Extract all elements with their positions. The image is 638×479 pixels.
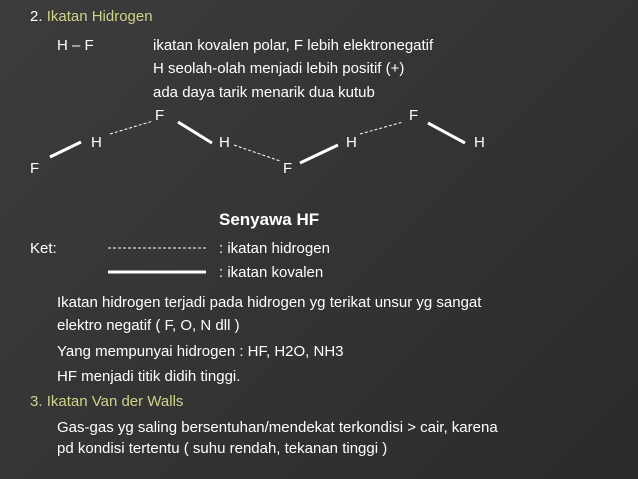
covalent-bond [50, 142, 81, 157]
section-3-text: pd kondisi tertentu ( suhu rendah, tekanan tinggi ) [57, 440, 388, 457]
atom-h: H [474, 134, 485, 151]
hydrogen-bond [360, 122, 403, 134]
note-line: elektro negatif ( F, O, N dll ) [57, 317, 240, 334]
covalent-bond [428, 123, 465, 143]
section-3-number: 3. [30, 393, 43, 410]
section-3-title: Ikatan Van der Walls [46, 393, 184, 410]
diagram-title: Senyawa HF [219, 210, 320, 229]
hydrogen-bond [110, 121, 153, 134]
atom-h: H [91, 134, 102, 151]
section-2-title: Ikatan Hidrogen [46, 8, 153, 25]
atom-f: F [409, 107, 419, 124]
hf-desc-3: ada daya tarik menarik dua kutub [153, 84, 375, 101]
hf-desc-1: ikatan kovalen polar, F lebih elektronegatif [153, 37, 434, 54]
hydrogen-bond [234, 145, 280, 161]
legend-covalent-text: : ikatan kovalen [219, 264, 324, 281]
atom-f: F [155, 107, 165, 124]
section-2-number: 2. [30, 8, 43, 25]
atom-h: H [219, 134, 230, 151]
legend-hydrogen-text: : ikatan hidrogen [219, 240, 330, 257]
atom-f: F [283, 160, 293, 177]
note-line: Yang mempunyai hidrogen : HF, H2O, NH3 [57, 343, 344, 360]
atom-f: F [30, 160, 40, 177]
section-3-text: Gas-gas yg saling bersentuhan/mendekat terkondisi > cair, karena [57, 419, 498, 436]
note-line: Ikatan hidrogen terjadi pada hidrogen yg terikat unsur yg sangat [57, 294, 482, 311]
note-line: HF menjadi titik didih tinggi. [57, 368, 241, 385]
hf-label: H – F [57, 37, 94, 54]
section-3-heading [30, 393, 183, 411]
covalent-bond [178, 122, 212, 143]
atom-h: H [346, 134, 357, 151]
covalent-bond [300, 145, 338, 163]
legend-label: Ket: [30, 240, 57, 257]
hf-desc-2: H seolah-olah menjadi lebih positif (+) [153, 60, 405, 77]
